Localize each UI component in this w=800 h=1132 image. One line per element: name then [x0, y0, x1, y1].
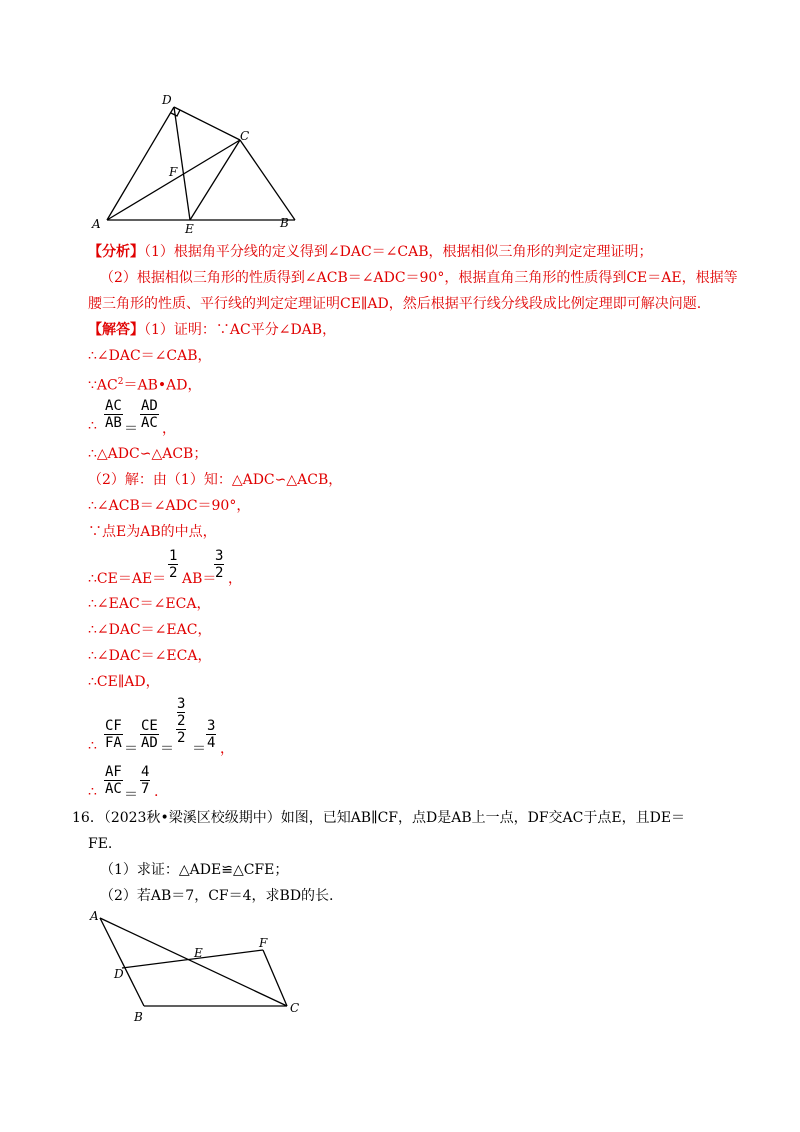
- solution-line-11: ∴∠DAC＝∠EAC，: [88, 622, 212, 638]
- label-f: F: [169, 165, 178, 179]
- fraction-ac-ab: $\frac{AC}{AB}$: [105, 398, 122, 431]
- fraction-3-2: $\frac{3}{2}$: [215, 548, 224, 581]
- equals-sign: ＝: [124, 421, 138, 437]
- fraction-ad-ac: $\frac{AD}{AC}$: [141, 398, 158, 431]
- solution-line-5: ∴△ADC∽△ACB；: [88, 446, 208, 462]
- analysis-line-2: （2）根据相似三角形的性质得到∠ACB＝∠ADC＝90°，根据直角三角形的性质得到CE＝AE，根据等: [100, 270, 738, 286]
- solution-line-8: ∵点E为AB的中点，: [88, 524, 217, 540]
- label-e: E: [185, 222, 194, 236]
- solution-line-15-prefix: ∴: [88, 784, 97, 800]
- label-b: B: [134, 1010, 143, 1024]
- problem-16-line-2: FE.: [88, 836, 113, 852]
- fraction-ce-ad: $\frac{CE}{AD}$: [141, 718, 158, 751]
- solution-tag: 【解答】: [88, 322, 144, 338]
- label-e: E: [194, 946, 203, 960]
- label-d: D: [114, 967, 124, 981]
- problem-16-question-2: （2）若AB＝7，CF＝4，求BD的长.: [100, 888, 334, 904]
- solution-line-7: ∴∠ACB＝∠ADC＝90°，: [88, 498, 251, 514]
- label-a: A: [92, 217, 101, 231]
- solution-line-14-prefix: ∴: [88, 738, 97, 754]
- solution-line-1: 【解答】（1）证明：∵AC平分∠DAB，: [88, 322, 337, 338]
- label-f: F: [259, 936, 268, 950]
- solution-line-13: ∴CE∥AD，: [88, 674, 160, 690]
- analysis-tag: 【分析】: [88, 244, 144, 260]
- solution-line-4-prefix: ∴: [88, 418, 97, 434]
- solution-line-6: （2）解：由（1）知：△ADC∽△ACB，: [88, 472, 343, 488]
- analysis-line-1: 【分析】（1）根据角平分线的定义得到∠DAC＝∠CAB，根据相似三角形的判定定理证明；: [88, 244, 653, 260]
- analysis-line-3: 腰三角形的性质、平行线的判定定理证明CE∥AD，然后根据平行线分线段成比例定理即可解决问题.: [88, 296, 702, 312]
- fraction-1-2: $\frac{1}{2}$: [169, 548, 178, 581]
- fraction-4-7: $\frac{4}{7}$: [141, 764, 150, 797]
- label-c: C: [240, 129, 250, 143]
- label-b: B: [280, 216, 289, 230]
- fraction-3-4: $\frac{3}{4}$: [207, 718, 216, 751]
- label-c: C: [290, 1001, 300, 1015]
- fraction-af-ac: $\frac{AF}{AC}$: [105, 764, 122, 797]
- label-a: A: [90, 909, 99, 923]
- solution-line-10: ∴∠EAC＝∠ECA，: [88, 596, 211, 612]
- solution-line-9-prefix: ∴CE＝AE＝: [88, 571, 167, 587]
- figure-quadrilateral-2: [80, 900, 320, 1030]
- solution-line-12: ∴∠DAC＝∠ECA，: [88, 648, 212, 664]
- problem-16-line-1: 16．（2023秋•梁溪区校级期中）如图，已知AB∥CF，点D是AB上一点，DF交AC于点E，且DE＝: [72, 810, 686, 826]
- problem-16-question-1: （1）求证：△ADE≌△CFE；: [100, 862, 289, 878]
- fraction-cf-fa: $\frac{CF}{FA}$: [105, 718, 122, 751]
- figure-triangle-1: [80, 90, 310, 240]
- solution-line-2: ∴∠DAC＝∠CAB，: [88, 348, 212, 364]
- solution-line-3: $\because AC^2=AB•AD$，: [88, 377, 202, 394]
- label-d: D: [162, 93, 172, 107]
- fraction-nested: $\frac{\frac{3}{2}}{2}$: [177, 696, 186, 746]
